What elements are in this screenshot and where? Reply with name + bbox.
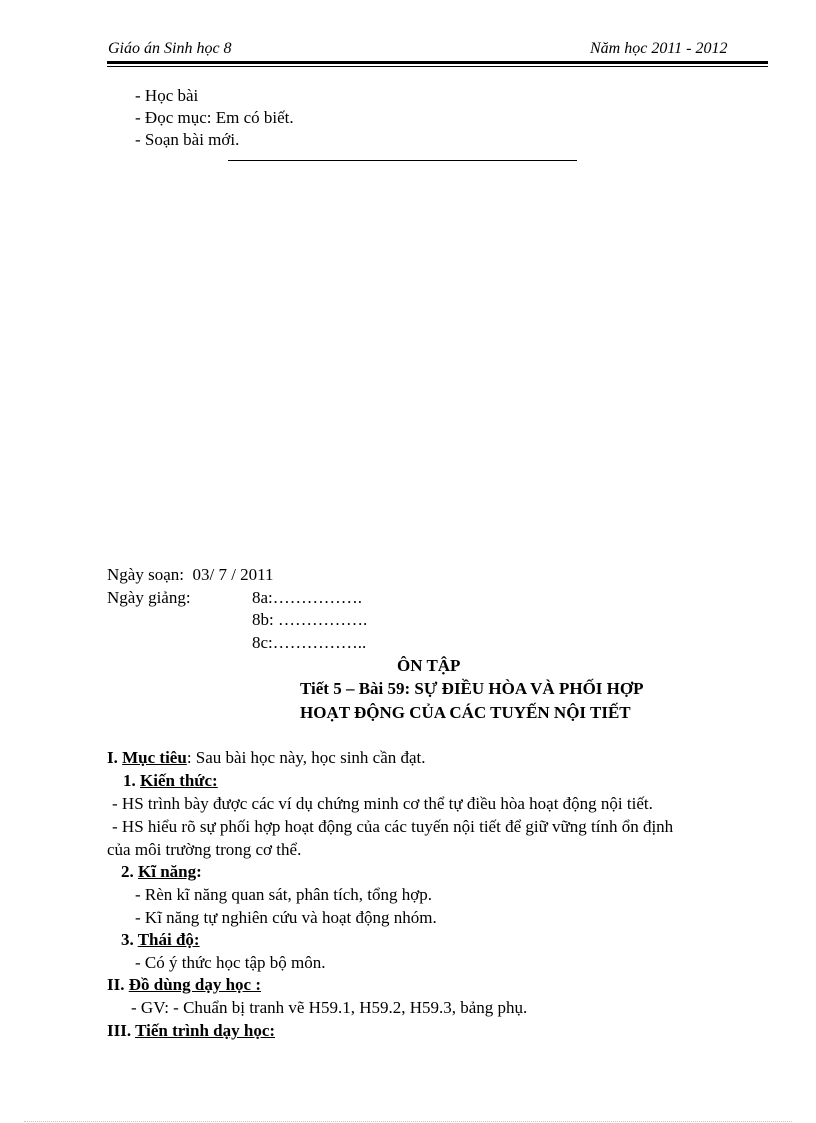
knowledge-line: của môi trường trong cơ thể. — [107, 840, 302, 859]
subsection-knowledge-title: Kiến thức: — [140, 771, 218, 790]
section-2-title: Đồ dùng dạy học : — [128, 975, 261, 994]
section-1-heading — [107, 748, 426, 768]
materials-line: - GV: - Chuẩn bị tranh vẽ H59.1, H59.2, H59.3, bảng phụ. — [131, 998, 528, 1017]
section-3-number: III. — [107, 1021, 132, 1040]
subsection-attitude-heading — [121, 930, 200, 950]
knowledge-line: - HS trình bày được các ví dụ chứng minh cơ thể tự điều hòa hoạt động nội tiết. — [112, 794, 653, 813]
subsection-attitude-number: 3. — [121, 930, 134, 949]
list-item: - Soạn bài mới. — [135, 130, 240, 149]
section-3-heading — [107, 1021, 275, 1041]
attitude-line: - Có ý thức học tập bộ môn. — [135, 953, 326, 972]
section-1-number: I. — [107, 748, 118, 767]
section-2-number: II. — [107, 975, 125, 994]
knowledge-line: - HS hiểu rõ sự phối hợp hoạt động của các tuyến nội tiết để giữ vững tính ổn định — [112, 817, 674, 836]
separator-line — [228, 160, 577, 161]
date-teaching-label: Ngày giảng: — [107, 588, 191, 607]
section-1-rest: : Sau bài học này, học sinh cần đạt. — [186, 748, 426, 767]
subsection-skills-number: 2. — [121, 862, 134, 881]
header-rule-thick — [107, 61, 768, 64]
skills-line: - Rèn kĩ năng quan sát, phân tích, tổng hợp. — [135, 885, 432, 904]
title-line-1: ÔN TẬP — [397, 656, 461, 675]
subsection-attitude-title: Thái độ: — [137, 930, 200, 949]
subsection-knowledge-heading — [123, 771, 218, 791]
section-1-title: Mục tiêu — [122, 748, 187, 767]
date-prepared — [107, 565, 274, 585]
class-date-8c: 8c:…………….. — [252, 633, 367, 652]
subsection-skills-heading — [121, 862, 202, 882]
list-item: - Học bài — [135, 86, 199, 105]
subsection-skills-title: Kĩ năng — [138, 862, 197, 881]
section-3-title: Tiến trình dạy học: — [135, 1021, 276, 1040]
header-rule-thin — [107, 66, 768, 67]
section-2-heading — [107, 975, 261, 995]
skills-line: - Kĩ năng tự nghiên cứu và hoạt động nhóm. — [135, 908, 437, 927]
title-line-3: HOẠT ĐỘNG CỦA CÁC TUYẾN NỘI TIẾT — [300, 703, 631, 722]
list-item: - Đọc mục: Em có biết. — [135, 108, 294, 127]
subsection-knowledge-number: 1. — [123, 771, 136, 790]
title-line-2: Tiết 5 – Bài 59: SỰ ĐIỀU HÒA VÀ PHỐI HỢP — [300, 679, 644, 698]
class-date-8b: 8b: ……………. — [252, 610, 368, 629]
class-date-8a: 8a:……………. — [252, 588, 363, 607]
date-prepared-value: 03/ 7 / 2011 — [192, 565, 274, 584]
header-left: Giáo án Sinh học 8 — [108, 40, 232, 57]
date-prepared-label: Ngày soạn: — [107, 565, 184, 584]
subsection-skills-colon: : — [196, 862, 202, 881]
header-right: Năm học 2011 - 2012 — [590, 40, 728, 57]
page-bottom-border — [24, 1121, 792, 1122]
